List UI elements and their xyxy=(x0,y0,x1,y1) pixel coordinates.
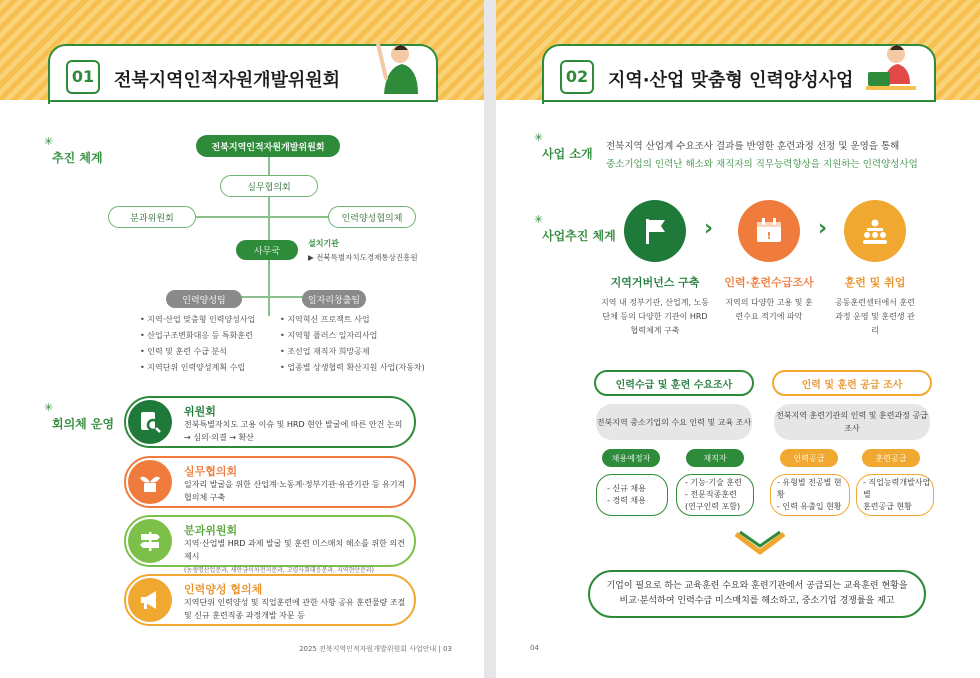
person-at-laptop-icon xyxy=(866,40,918,92)
conclusion-box: 기업이 필요로 하는 교육훈련 수요와 훈련기관에서 공급되는 교육훈련 현황을 비교·분석하여 인력수급 미스매치를 해소하고, 중소기업 경쟁률을 제고 xyxy=(588,570,926,618)
intro-text: 전북지역 산업계 수요조사 결과를 반영한 훈련과정 선정 및 운영을 통해 중소기업의 인력난 해소와 재직자의 직무능력향상을 지원하는 인력양성사업 xyxy=(606,141,918,170)
section-number-badge: 02 xyxy=(560,60,594,94)
list-item: • 지역혁신 프로젝트 사업 xyxy=(280,312,425,328)
down-chevron-icon xyxy=(732,530,788,558)
team-training-tasks xyxy=(140,312,255,376)
org-practical-node: 실무협의회 xyxy=(220,175,318,197)
meeting-card-practical: 실무협의회 일자리 발굴을 위한 산업계·노동계·정부기관·유관기관 등 유기적 협의체 구축 xyxy=(124,456,416,508)
right-page xyxy=(496,0,980,678)
list-item: • 인력 및 훈련 수급 분석 xyxy=(140,344,255,360)
left-page xyxy=(0,0,484,678)
demand-survey-summary: 전북지역 중소기업의 수요 인력 및 교육 조사 xyxy=(596,404,752,440)
step-desc: 지역의 다양한 고용 및 훈련수요 적기에 파악 xyxy=(725,298,813,321)
sparkle-icon: ✳ xyxy=(44,401,54,414)
tag-training-supply: 훈련공급 xyxy=(862,449,920,467)
supply-survey-summary: 전북지역 훈련기관의 인력 및 훈련과정 공급 조사 xyxy=(774,404,930,440)
org-top-node: 전북지역인적자원개발위원회 xyxy=(196,135,340,157)
section-label-structure: ✳ 추진 체계 xyxy=(44,135,103,165)
section-number-badge: 01 xyxy=(66,60,100,94)
plant-pot-icon xyxy=(138,470,162,494)
meeting-card-training-council: 인력양성 협의체 지역단위 인력양성 및 직업훈련에 관한 사항 공유 훈련물량 조절 및 신규 훈련직종 과정개발 자문 등 xyxy=(124,574,416,626)
page-title: 전북지역인적자원개발위원회 xyxy=(114,70,341,91)
team-training-node: 인력양성팀 xyxy=(166,290,242,308)
sparkle-icon: ✳ xyxy=(534,131,544,144)
org-subcommittee-node: 분과위원회 xyxy=(108,206,196,228)
supply-survey-header: 인력 및 훈련 공급 조사 xyxy=(772,370,932,396)
list-item: • 지역단위 인력양성계획 수립 xyxy=(140,360,255,376)
group-training-icon xyxy=(860,216,890,246)
document-search-icon xyxy=(138,410,162,434)
agency-name: ▶ 전북특별자치도경제통상진흥원 xyxy=(308,253,418,262)
list-item: • 지역형 플러스 일자리사업 xyxy=(280,328,425,344)
survey-step-circle xyxy=(738,200,800,262)
list-item: • 지역·산업 맞춤형 인력양성사업 xyxy=(140,312,255,328)
step-title: 지역거버넌스 구축 xyxy=(610,276,700,289)
step-desc: 지역 내 정부기관, 산업계, 노동단체 등의 다양한 기관이 HRD 협력체계 구축 xyxy=(601,298,709,335)
page-footer: 2025 전북지역인적자원개발위원회 사업안내 | 03 xyxy=(299,645,452,653)
training-step-circle xyxy=(844,200,906,262)
demand-survey-header: 인력수급 및 훈련 수요조사 xyxy=(594,370,754,396)
list-item: • 조선업 재직자 희망공제 xyxy=(280,344,425,360)
chevron-right-icon: › xyxy=(818,216,828,241)
demand-box-hires: - 신규 채용 - 경력 채용 xyxy=(596,474,668,516)
list-item: • 업종별 상생협력 확산지원 사업(자동차) xyxy=(280,360,425,376)
megaphone-icon xyxy=(138,588,162,612)
page-footer: 04 xyxy=(530,644,539,652)
org-training-council-node: 인력양성협의체 xyxy=(328,206,416,228)
step-desc: 공동훈련센터에서 훈련과정 운영 및 훈련생 관리 xyxy=(835,298,915,335)
tag-prospective-hires: 채용예정자 xyxy=(602,449,660,467)
meeting-card-committee: 위원회 전북특별자치도 고용 이슈 및 HRD 현안 발굴에 따른 안건 논의 → 심의·의결 → 확산 xyxy=(124,396,416,448)
sparkle-icon: ✳ xyxy=(44,135,54,148)
meeting-card-subcommittee: 분과위원회 지역·산업별 HRD 과제 발굴 및 훈련 미스매치 해소를 위한 의견 제시 (농생명산업분과, 새만금이차전지분과, 고령사회대응분과, 지역현안분과) xyxy=(124,515,416,567)
section-label-process: ✳ 사업추진 체계 xyxy=(534,213,616,243)
tag-workforce-supply: 인력공급 xyxy=(780,449,838,467)
agency-label: 설치기관 xyxy=(308,239,339,248)
svg-text:!: ! xyxy=(766,231,772,242)
signpost-icon xyxy=(138,529,162,553)
governance-step-circle xyxy=(624,200,686,262)
section-label-intro: ✳ 사업 소개 xyxy=(534,131,593,161)
sparkle-icon: ✳ xyxy=(534,213,544,226)
team-jobs-tasks xyxy=(280,312,425,376)
section-label-meetings: ✳ 회의체 운영 xyxy=(44,401,115,431)
list-item: • 산업구조변화대응 등 특화훈련 xyxy=(140,328,255,344)
supply-box-training: - 직업능력개발사업별 훈련공급 현황 xyxy=(856,474,934,516)
team-jobs-node: 일자리창출팀 xyxy=(302,290,366,308)
flag-icon xyxy=(640,216,670,246)
supply-box-workforce: - 유형별 전공별 현황 - 인력 유출입 현황 xyxy=(770,474,850,516)
org-secretariat-node: 사무국 xyxy=(236,240,298,260)
calendar-icon xyxy=(754,216,784,246)
step-title: 훈련 및 취업 xyxy=(844,276,906,289)
page-title: 지역·산업 맞춤형 인력양성사업 xyxy=(608,70,854,91)
chevron-right-icon: › xyxy=(704,216,714,241)
demand-box-employees: - 기능·기술 훈련 - 전문직종훈련 (연구인력 포함) xyxy=(676,474,754,516)
tag-employees: 재직자 xyxy=(686,449,744,467)
step-title: 인력·훈련수급조사 xyxy=(724,276,814,289)
person-pointing-icon xyxy=(372,38,418,94)
